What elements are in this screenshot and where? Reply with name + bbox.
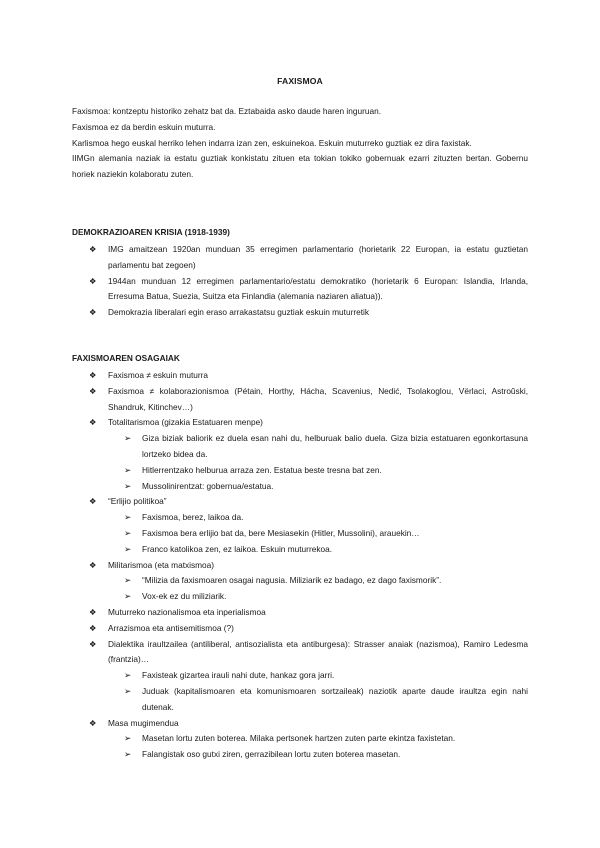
list-item	[72, 368, 528, 384]
arrow-bullet-icon: ➢	[124, 733, 132, 744]
arrow-bullet-icon: ➢	[124, 575, 132, 586]
diamond-bullet-icon: ❖	[89, 244, 97, 254]
list-item	[72, 716, 528, 763]
sub-list-item	[108, 573, 528, 589]
diamond-bullet-icon: ❖	[89, 559, 97, 570]
list-item	[72, 384, 528, 416]
list-item-text: Arrazismoa eta antisemitismoa (?)	[108, 622, 234, 633]
sub-list-item	[108, 479, 528, 495]
sub-list-item	[108, 684, 528, 716]
arrow-bullet-icon: ➢	[124, 480, 132, 491]
sub-list	[108, 510, 528, 557]
sub-list-item-text: Juduak (kapitalismoaren eta komunismoaren sortzaileak) naziotik aparte daude iraultza egin nahi dutenak.	[142, 685, 528, 712]
sub-list-item-text: Hitlerrentzako helburua arraza zen. Estatua beste tresna bat zen.	[142, 464, 382, 475]
arrow-bullet-icon: ➢	[124, 670, 132, 681]
arrow-bullet-icon: ➢	[124, 685, 132, 696]
diamond-bullet-icon: ❖	[89, 307, 97, 318]
sub-list-item	[108, 747, 528, 763]
arrow-bullet-icon: ➢	[124, 749, 132, 760]
diamond-bullet-icon: ❖	[89, 496, 97, 507]
sub-list	[108, 431, 528, 494]
list-item-text: Faxismoa ≠ eskuin muturra	[108, 370, 209, 380]
sub-list	[108, 731, 528, 763]
arrow-bullet-icon: ➢	[124, 527, 132, 538]
arrow-bullet-icon: ➢	[124, 464, 132, 475]
list-item	[72, 494, 528, 557]
list-item-text: Totalitarismoa (gizakia Estatuaren menpe)	[108, 417, 263, 428]
sub-list-item-text: Franco katolikoa zen, ez laikoa. Eskuin muturrekoa.	[142, 543, 332, 554]
list-item-text: 1944an munduan 12 erregimen parlamentario/estatu demokratiko (horietarik 6 Europan: Islandia, Irlanda, Erresuma Batua, Suezia, Suitza eta Finlandia (alemania naziaren aliatua)).	[108, 275, 528, 302]
diamond-bullet-icon: ❖	[89, 638, 97, 649]
sub-list-item	[108, 589, 528, 605]
sub-list-item-text: Vox-ek ez du miliziarik.	[142, 591, 227, 602]
sub-list-item	[108, 431, 528, 463]
intro-line: Karlismoa hego euskal herriko lehen indarra izan zen, eskuinekoa. Eskuin muturreko guztiak ez dira faxistak.	[72, 137, 472, 148]
diamond-bullet-icon: ❖	[89, 622, 97, 633]
sub-list-item-text: Faxismoa, berez, laikoa da.	[142, 512, 244, 523]
diamond-bullet-icon: ❖	[89, 385, 97, 396]
diamond-bullet-icon: ❖	[89, 606, 97, 617]
sub-list	[108, 668, 528, 715]
list-item-text: IMG amaitzean 1920an munduan 35 erregimen parlamentario (horietarik 22 Europan, ia estatu guztietan parlamentu bat zegoen)	[108, 244, 528, 270]
list-item	[72, 558, 528, 605]
list-item	[72, 605, 528, 621]
sub-list-item-text: Faxisteak gizartea irauli nahi dute, hankaz gora jarri.	[142, 670, 335, 681]
sub-list-item	[108, 542, 528, 558]
sub-list-item-text: Masetan lortu zuten boterea. Milaka pertsonek hartzen zuten parte ekintza faxistetan.	[142, 733, 456, 744]
sub-list-item-text: Faxismoa bera erlijio bat da, bere Mesiasekin (Hitler, Mussolini), arauekin…	[142, 527, 420, 538]
document-title: FAXISMOA	[277, 76, 323, 86]
list-item	[72, 274, 528, 306]
arrow-bullet-icon: ➢	[124, 591, 132, 602]
sub-list-item-text: “Milizia da faxismoaren osagai nagusia. Miliziarik ez badago, ez dago faxismorik”.	[142, 575, 442, 586]
arrow-bullet-icon: ➢	[124, 512, 132, 523]
sub-list-item-text: Mussolinirentzat: gobernua/estatua.	[142, 480, 274, 491]
sub-list-item-text: Giza biziak baliorik ez duela esan nahi du, helburuak balio duela. Giza bizia estatuaren egonkortasuna lortzeko bidea da.	[142, 433, 528, 459]
diamond-bullet-icon: ❖	[89, 417, 97, 428]
list-item-text: Dialektika iraultzailea (antiliberal, antisozialista eta antiburgesa): Strasser anaiak (nazismoa), Ramiro Ledesma (frantzia)…	[108, 638, 528, 665]
sub-list-item-text: Falangistak oso gutxi ziren, gerrazibilean lortu zuten boterea masetan.	[142, 749, 401, 760]
list-item	[72, 415, 528, 494]
arrow-bullet-icon: ➢	[124, 433, 132, 444]
list-item-text: Militarismoa (eta matxismoa)	[108, 559, 215, 570]
diamond-bullet-icon: ❖	[89, 370, 97, 380]
list-item	[72, 637, 528, 716]
fascism-components-list	[72, 368, 528, 763]
arrow-bullet-icon: ➢	[124, 543, 132, 554]
list-item	[72, 621, 528, 637]
sub-list-item	[108, 731, 528, 747]
diamond-bullet-icon: ❖	[89, 717, 97, 728]
list-item-text: Muturreko nazionalismoa eta inperialismoa	[108, 606, 266, 617]
list-item	[72, 305, 528, 321]
list-item-text: Masa mugimendua	[108, 717, 179, 728]
intro-line: Faxismoa: kontzeptu historiko zehatz bat da. Eztabaida asko daude haren inguruan.	[72, 106, 382, 116]
intro-paragraphs	[72, 104, 528, 183]
intro-line: IIMGn alemania naziak ia estatu guztiak konkistatu zituen eta tokian tokiko gobernuak ezarri zituzten bertan. Gobernu horiek naziekin kolaboratu zuten.	[72, 153, 528, 180]
section-heading-democracy-crisis: DEMOKRAZIOAREN KRISIA (1918-1939)	[72, 227, 230, 237]
democracy-crisis-list	[72, 242, 528, 321]
list-item-text: Demokrazia liberalari egin eraso arrakastatsu guztiak eskuin muturretik	[108, 307, 370, 318]
diamond-bullet-icon: ❖	[89, 275, 97, 286]
list-item-text: “Erlijio politikoa”	[108, 496, 167, 507]
sub-list-item	[108, 510, 528, 526]
sub-list-item	[108, 668, 528, 684]
sub-list	[108, 573, 528, 605]
intro-line: Faxismoa ez da berdin eskuin muturra.	[72, 121, 216, 132]
sub-list-item	[108, 463, 528, 479]
section-heading-fascism-components: FAXISMOAREN OSAGAIAK	[72, 353, 180, 363]
list-item-text: Faxismoa ≠ kolaborazionismoa (Pétain, Horthy, Hácha, Scavenius, Nedić, Tsolakoglou, Vërlaci, Astroŭski, Shandruk, Kitinchev…)	[108, 385, 528, 412]
list-item	[72, 242, 528, 274]
sub-list-item	[108, 526, 528, 542]
